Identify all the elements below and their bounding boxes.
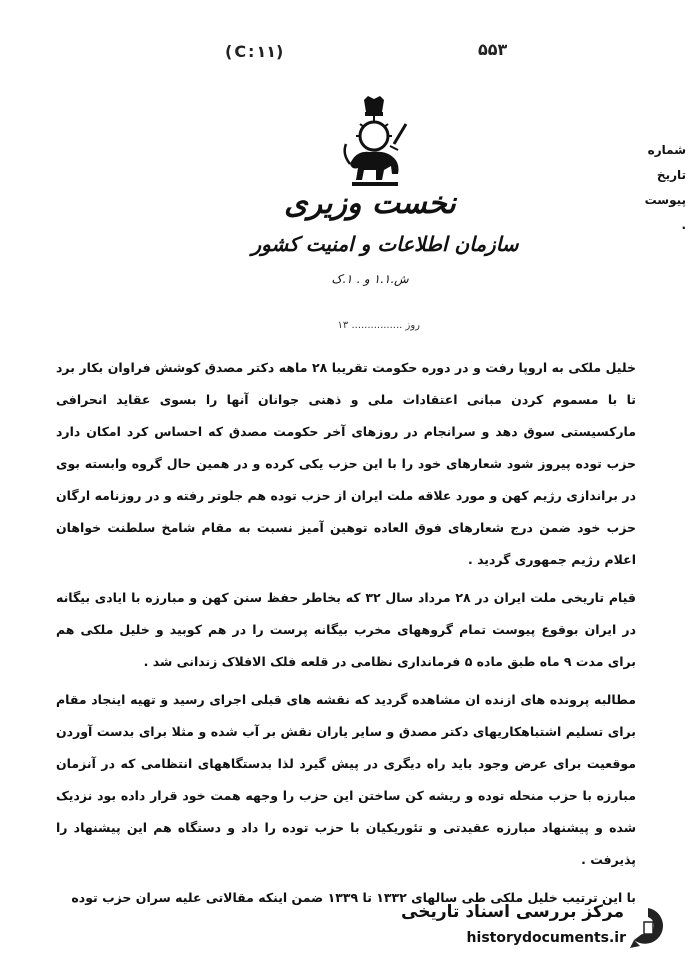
top-left-mark: (C:۱۱) [225, 42, 286, 61]
archive-logo-icon [628, 906, 668, 950]
extra-label: . [681, 218, 686, 232]
body-paragraph: مطالبه پرونده های ازنده ان مشاهده گردید که نقشه های قبلی اجرای رسید و تهیه اینجاد مقام برای تسلیم اشتباهکاریهای دکتر مصدق و سایر یاران نقش بر آب شده و مثلا برای بدست آوردن موقعیت برای عرض وجود باید راه دیگری در پیش گیرد لذا بدستگاههای انتظامی که در آنزمان مبارزه با حزب منحله توده و ریشه کن ساختن این حزب را وجهه همت خود قرار داده بود نزدیک شده و پیشنهاد مبارزه عقیدتی و تئوریکیان با حزب توده را داد و دستگاه هم این پیشنهاد را پذیرفت . [56, 692, 636, 867]
attachment-label: پیوست [644, 193, 686, 207]
body-paragraph: با این ترتیب خلیل ملکی طی سالهای ۱۳۳۲ تا ۱۳۳۹ ضمن اینکه مقالاتی علیه سران حزب توده [71, 890, 636, 905]
organization-subtitle: سازمان اطلاعات و امنیت کشور [251, 232, 519, 256]
document-meta-labels [608, 138, 688, 238]
body-paragraph: خلیل ملکی به اروپا رفت و در دوره حکومت تقریبا ۲۸ ماهه دکتر مصدق کوشش فراوان بکار برد تا با مسموم کردن مبانی اعتقادات ملی و ذهنی جوانان آنها را بسوی عقاید انحرافی مارکسیستی سوق دهد و سرانجام در روزهای آخر حکومت مصدق که احساس کرد امکان دارد حزب توده پیروز شود شعارهای خود را با این حزب یکی کرده و در همین حال گروه وابسته بوی در براندازی رژیم کهن و مورد علاقه ملت ایران از حزب توده هم جلوتر رفته و در روزنامه ارگان حزب خود ضمن درج شعارهای فوق العاده توهین آمیز نسبت به مقام شامخ سلطنت خواهان اعلام رژیم جمهوری گردید . [56, 360, 636, 567]
reference-code: ش.۱.۱ و . ۱.ک [331, 272, 409, 286]
watermark-title: مرکز بررسی اسناد تاریخی [401, 902, 624, 922]
top-right-mark: ۵۵۳ [478, 40, 508, 59]
body-paragraph: قیام تاریخی ملت ایران در ۲۸ مرداد سال ۳۲ که بخاطر حفظ سنن کهن و مبارزه با ایادی بیگانه در ایران بوقوع پیوست تمام گروههای مخرب بیگانه پرست را در هم کوبید و خلیل ملکی هم برای مدت ۹ ماه طبق ماده ۵ فرمانداری نظامی در قلعه فلک الافلاک زندانی شد . [56, 590, 636, 669]
organization-title: نخست وزیری [284, 186, 456, 221]
date-line: روز ................ ۱۳ [337, 320, 420, 331]
date-label: تاریخ [656, 168, 686, 182]
number-label: شماره [647, 143, 686, 157]
watermark-url: historydocuments.ir [466, 930, 626, 946]
document-body [56, 352, 636, 914]
lion-and-sun-emblem-icon [336, 94, 412, 190]
watermark [401, 900, 672, 960]
